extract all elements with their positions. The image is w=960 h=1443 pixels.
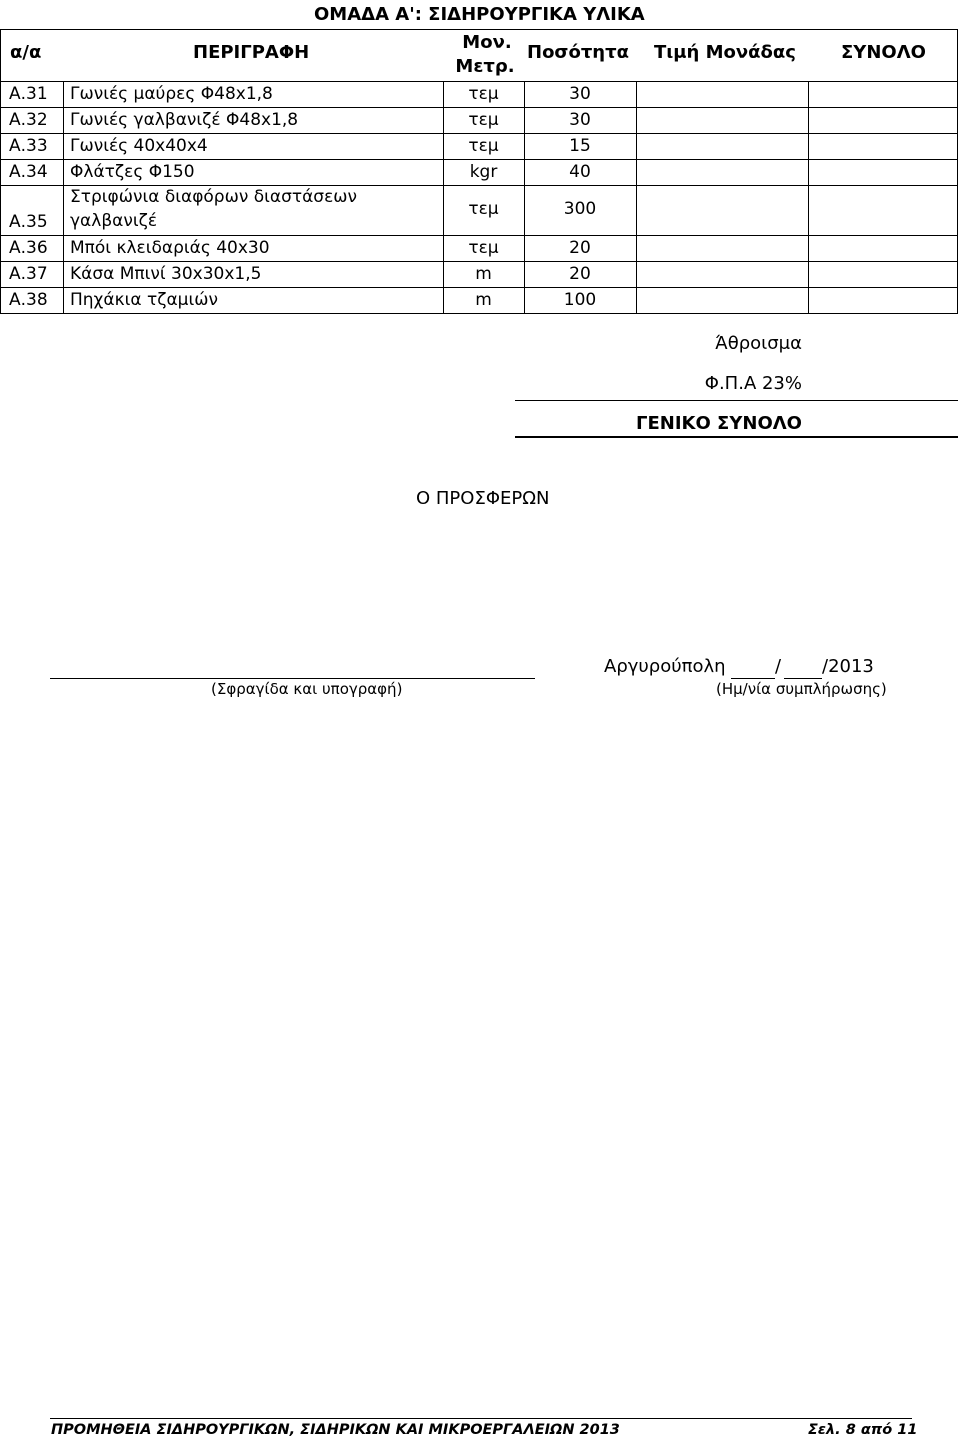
table-row-unit: τεμ [468,110,499,130]
table-row-description: Γωνιές 40x40x4 [70,136,208,156]
table-row-quantity: 300 [563,199,597,219]
grand-total-label: ΓΕΝΙΚΟ ΣΥΝΟΛΟ [636,413,802,434]
footer-title: ΠΡΟΜΗΘΕΙΑ ΣΙΔΗΡΟΥΡΓΙΚΩΝ, ΣΙΔΗΡΙΚΩΝ ΚΑΙ ΜΙΚΡΟΕΡΓΑΛΕΙΩΝ 2013 [51,1422,620,1438]
row-divider [0,107,958,108]
group-title: ΟΜΑΔΑ Α': ΣΙΔΗΡΟΥΡΓΙΚΑ ΥΛΙΚΑ [314,4,645,25]
table-row-description: Γωνιές μαύρες Φ48x1,8 [70,84,273,104]
table-row-code: Α.37 [9,264,48,284]
col-header-unit-price: Τιμή Μονάδας [654,42,796,63]
date-month-blank [784,678,822,679]
table-row-code: Α.35 [9,212,48,232]
row-divider [0,159,958,160]
table-row-quantity: 20 [569,238,591,258]
date-caption: (Ημ/νία συμπλήρωσης) [716,680,887,698]
col-header-total: ΣΥΝΟΛΟ [841,42,926,63]
place-label: Αργυρούπολη [604,656,726,677]
table-row-quantity: 30 [569,110,591,130]
table-row-quantity: 100 [563,290,597,310]
col-divider [63,81,64,313]
row-divider [0,185,958,186]
table-row-quantity: 15 [569,136,591,156]
table-row-code: Α.33 [9,136,48,156]
row-divider [0,133,958,134]
col-divider [957,29,958,313]
table-row-unit: τεμ [468,238,499,258]
table-row-unit: m [475,290,492,310]
table-row-description-line1: Στριφώνια διαφόρων διαστάσεων [70,187,357,207]
col-divider [0,29,1,313]
table-row-code: Α.31 [9,84,48,104]
bidder-label: Ο ΠΡΟΣΦΕΡΩΝ [416,488,550,509]
col-header-description: ΠΕΡΙΓΡΑΦΗ [193,42,310,63]
footer-page-number: Σελ. 8 από 11 [808,1422,918,1438]
date-year: /2013 [822,656,874,677]
table-row-description: Κάσα Μπινί 30x30x1,5 [70,264,262,284]
table-row-unit: τεμ [468,136,499,156]
col-divider [808,81,809,313]
row-divider [0,261,958,262]
row-divider [0,287,958,288]
table-row-code: Α.32 [9,110,48,130]
row-divider [0,81,958,82]
table-row-code: Α.38 [9,290,48,310]
table-row-description-line2: γαλβανιζέ [70,211,158,231]
col-divider [636,81,637,313]
table-row-code: Α.36 [9,238,48,258]
table-row-description: Μπόι κλειδαριάς 40x30 [70,238,270,258]
vat-label: Φ.Π.Α 23% [704,373,802,394]
table-row-unit: τεμ [468,199,499,219]
table-row-code: Α.34 [9,162,48,182]
col-header-quantity: Ποσότητα [527,42,629,63]
table-row-description: Πηχάκια τζαμιών [70,290,218,310]
table-row-description: Φλάτζες Φ150 [70,162,195,182]
table-row-quantity: 40 [569,162,591,182]
signature-line [50,678,535,679]
grand-total-underline [515,436,958,438]
table-row-unit: m [475,264,492,284]
table-row-description: Γωνιές γαλβανιζέ Φ48x1,8 [70,110,299,130]
table-top-border [0,29,958,30]
table-bottom-border [0,313,958,314]
summary-divider [515,400,958,401]
date-separator: / [775,656,782,677]
table-row-quantity: 30 [569,84,591,104]
footer-rule [50,1418,912,1419]
col-header-unit-line2: Μετρ. [455,56,515,77]
col-header-unit-line1: Μον. [462,32,512,53]
table-row-unit: kgr [469,162,498,182]
sum-label: Άθροισμα [715,333,802,354]
row-divider [0,235,958,236]
col-header-aa: α/α [10,42,42,63]
date-day-blank [731,678,775,679]
table-row-unit: τεμ [468,84,499,104]
table-row-quantity: 20 [569,264,591,284]
signature-label: (Σφραγίδα και υπογραφή) [211,680,403,698]
